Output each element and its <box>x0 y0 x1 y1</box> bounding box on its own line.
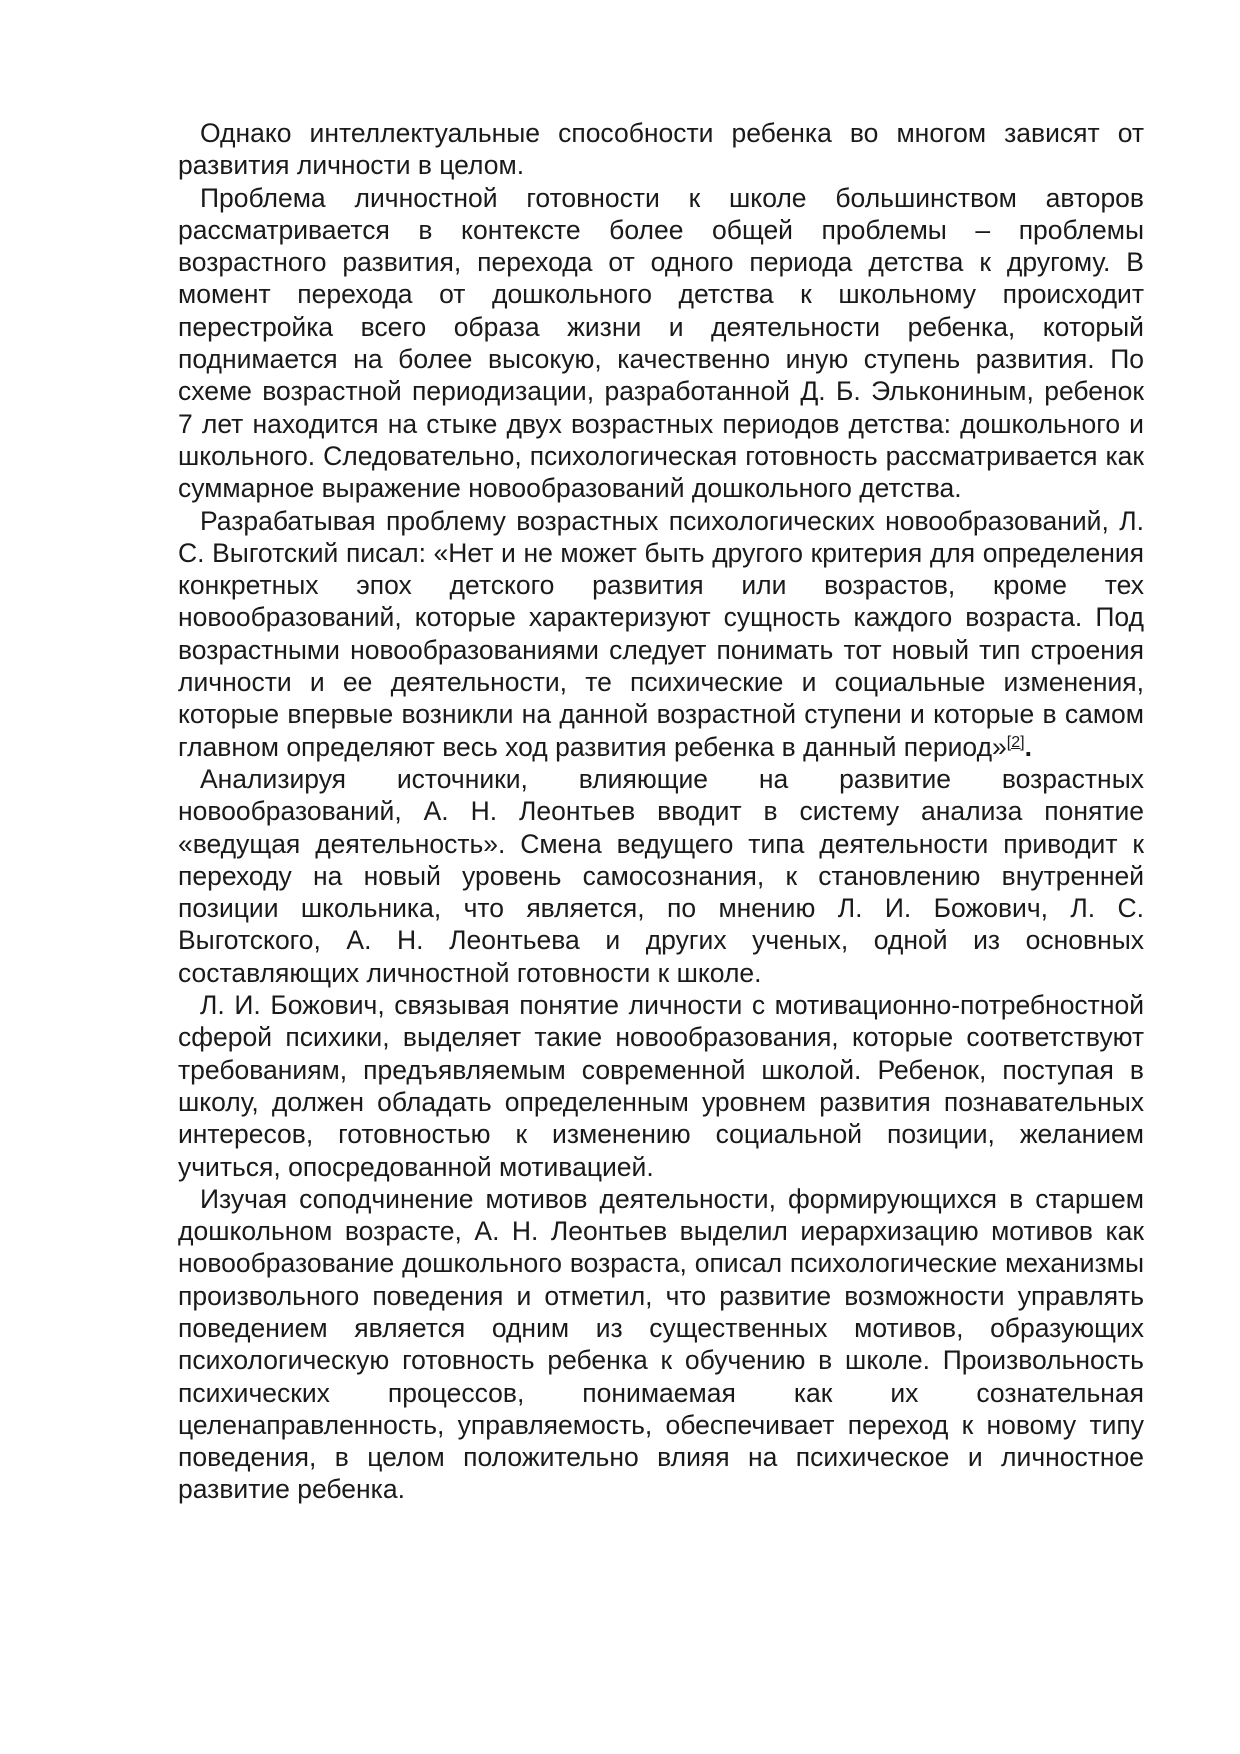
paragraph-2 <box>178 182 1144 505</box>
paragraph-text: Изучая соподчинение мотивов деятельности, формирующихся в старшем дошкольном возрасте, А. Н. Леонтьев выделил иерархизацию мотивов как новообразование дошкольного возраста, описал психологические механизмы произвольного поведения и отметил, что развитие возможности управлять поведением является одним из существенных мотивов, образующих психологическую готовность ребенка к обучению в школе. Произвольность психических процессов, понимаемая как их сознательная целенаправленность, управляемость, обеспечивает переход к новому типу поведения, в целом положительно влияя на психическое и личностное развитие ребенка. <box>178 1183 1144 1505</box>
paragraph-text: Однако интеллектуальные способности ребенка во многом зависят от развития личности в целом. <box>178 118 1144 181</box>
paragraph-1 <box>178 117 1144 182</box>
paragraph-text: Л. И. Божович, связывая понятие личности с мотивационно-потребностной сферой психики, выделяет такие новообразования, которые соответствуют требованиям, предъявляемым современной школой. Ребенок, поступая в школу, должен обладать определенным уровнем развития познавательных интересов, готовностью к изменению социальной позиции, желанием учиться, опосредованной мотивацией. <box>178 990 1144 1182</box>
paragraph-3 <box>178 505 1144 763</box>
body-text <box>178 117 1144 1506</box>
paragraph-4 <box>178 763 1144 989</box>
footnote-link[interactable]: [2] <box>1006 733 1025 751</box>
paragraph-tail: . <box>1024 731 1032 762</box>
paragraph-text: Разрабатывая проблему возрастных психологических новообразований, Л. С. Выготский писал: «Нет и не может быть другого критерия для определения конкретных эпох детского развития или возрастов, кроме тех новообразований, которые характеризуют сущность каждого возраста. Под возрастными новообразованиями следует понимать тот новый тип строения личности и ее деятельности, те психические и социальные изменения, которые впервые возникли на данной возрастной ступени и которые в самом главном определяют весь ход развития ребенка в данный период» <box>178 505 1144 762</box>
paragraph-5 <box>178 989 1144 1183</box>
paragraph-text: Проблема личностной готовности к школе большинством авторов рассматривается в контексте более общей проблемы – проблемы возрастного развития, перехода от одного периода детства к другому. В момент перехода от дошкольного детства к школьному происходит перестройка всего образа жизни и деятельности ребенка, который поднимается на более высокую, качественно иную ступень развития. По схеме возрастной периодизации, разработанной Д. Б. Элькониным, ребенок 7 лет находится на стыке двух возрастных периодов детства: дошкольного и школьного. Следовательно, психологическая готовность рассматривается как суммарное выражение новообразований дошкольного детства. <box>178 182 1144 504</box>
paragraph-6 <box>178 1183 1144 1506</box>
paragraph-text: Анализируя источники, влияющие на развитие возрастных новообразований, А. Н. Леонтьев вводит в систему анализа понятие «ведущая деятельность». Смена ведущего типа деятельности приводит к переходу на новый уровень самосознания, к становлению внутренней позиции школьника, что является, по мнению Л. И. Божович, Л. С. Выготского, А. Н. Леонтьева и других ученых, одной из основных составляющих личностной готовности к школе. <box>178 763 1144 988</box>
